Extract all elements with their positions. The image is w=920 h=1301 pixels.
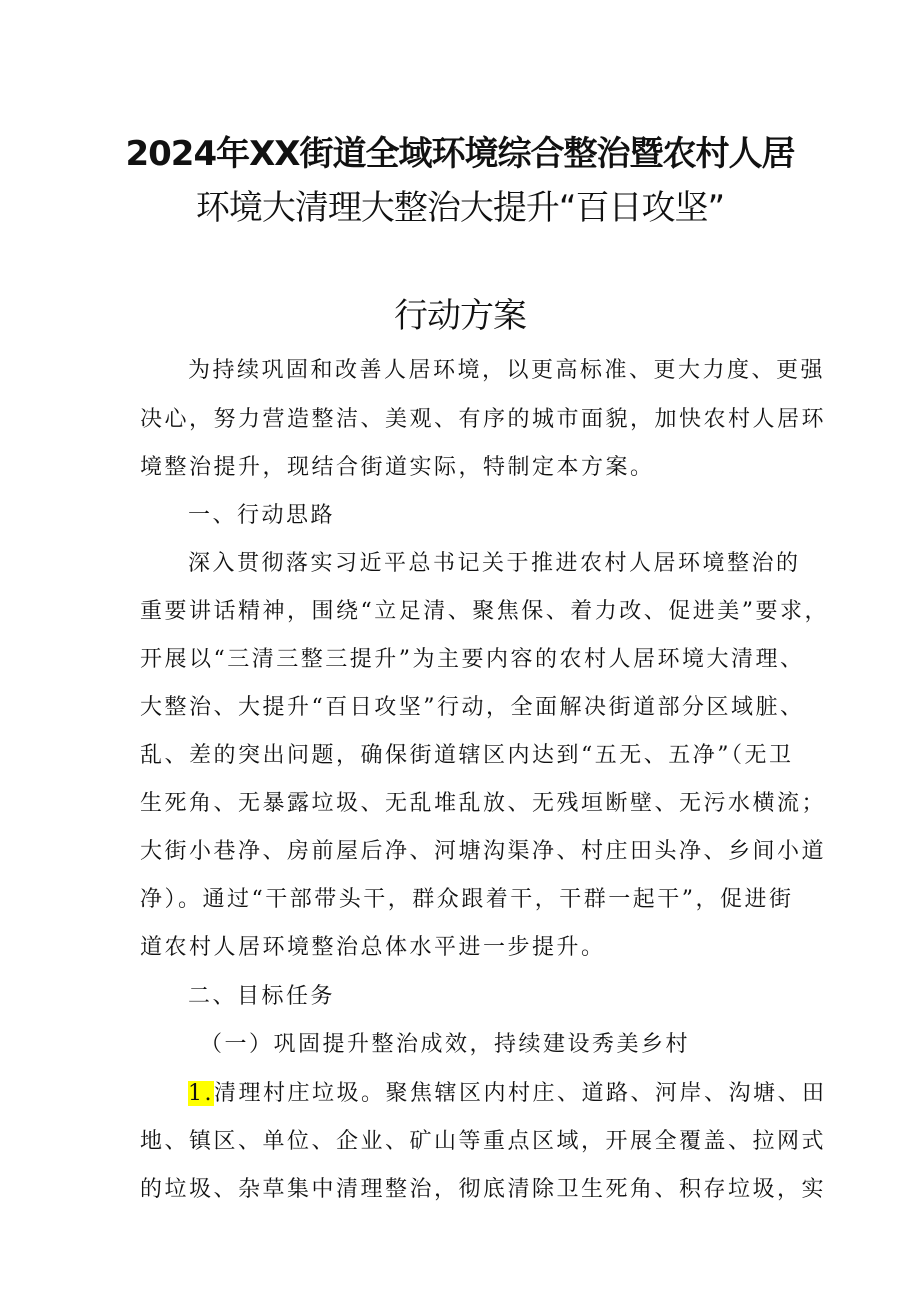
intro-line-2: 决心，努力营造整洁、美观、有序的城市面貌，加快农村人居环 [140,407,827,432]
section-1-line-5: 乱、差的突出问题，确保街道辖区内达到“五无、五净”（无卫 [140,743,794,768]
item-1-first-line-text: 清理村庄垃圾。聚焦辖区内村庄、道路、河岸、沟塘、田 [214,1081,827,1106]
intro-line-3: 境整治提升，现结合街道实际，特制定本方案。 [140,455,655,480]
item-1-line-2: 地、镇区、单位、企业、矿山等重点区域，开展全覆盖、拉网式 [140,1129,827,1154]
section-2-heading: 二、目标任务 [188,984,336,1009]
document-title-line-2: 环境大清理大整治大提升“百日攻坚” [195,188,725,228]
section-1-line-1: 深入贯彻落实习近平总书记关于推进农村人居环境整治的 [188,551,801,576]
section-1-line-6: 生死角、无暴露垃圾、无乱堆乱放、无残垣断壁、无污水横流； [140,791,827,816]
item-1-line-3: 的垃圾、杂草集中清理整治，彻底清除卫生死角、积存垃圾，实 [140,1177,827,1202]
document-title-line-1: 2024年XX街道全域环境综合整治暨农村人居 [125,134,795,174]
section-1-line-2: 重要讲话精神，围绕“立足清、聚焦保、着力改、促进美”要求， [140,599,829,624]
subsection-1-heading: （一）巩固提升整治成效，持续建设秀美乡村 [200,1032,691,1057]
section-1-line-4: 大整治、大提升“百日攻坚”行动，全面解决街道部分区域脏、 [140,695,805,720]
intro-line-1: 为持续巩固和改善人居环境，以更高标准、更大力度、更强 [188,358,826,383]
section-1-line-8: 净）。通过“干部带头干，群众跟着干，干群一起干”，促进街 [140,887,794,912]
item-1-line-1 [188,1079,827,1109]
item-1-number-highlight: 1. [188,1081,214,1106]
section-1-heading: 一、行动思路 [188,503,336,528]
section-1-line-9: 道农村人居环境整治总体水平进一步提升。 [140,935,606,960]
section-1-line-7: 大街小巷净、房前屋后净、河塘沟渠净、村庄田头净、乡间小道 [140,839,827,864]
section-1-line-3: 开展以“三清三整三提升”为主要内容的农村人居环境大清理、 [140,647,805,672]
document-title-line-3: 行动方案 [394,296,526,336]
